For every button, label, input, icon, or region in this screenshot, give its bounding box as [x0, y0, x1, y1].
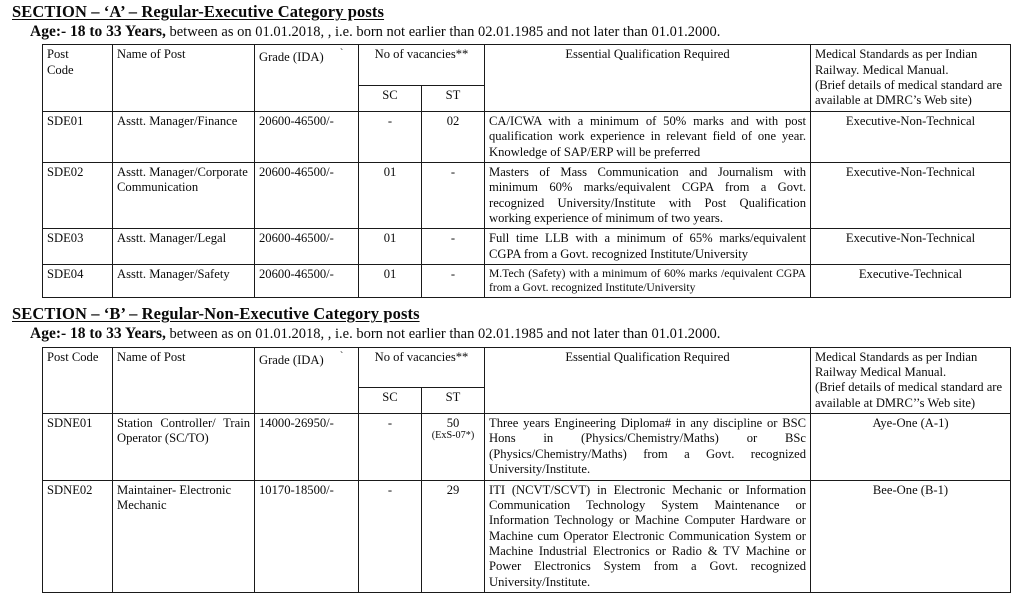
header-name-of-post: Name of Post — [113, 45, 255, 111]
table-row — [43, 265, 1011, 298]
header-medical-line2: Railway Medical Manual. — [815, 365, 947, 379]
cell-post-name: Asstt. Manager/Corporate Communication — [113, 162, 255, 228]
cell-st-vacancies: 29 — [422, 480, 485, 593]
header-post-code — [43, 45, 113, 111]
cell-post-code: SDE01 — [43, 111, 113, 162]
cell-post-code: SDE04 — [43, 265, 113, 298]
table-b-body — [43, 414, 1011, 593]
header-qualification: Essential Qualification Required — [485, 347, 811, 413]
header-medical-line2: Railway. Medical Manual. — [815, 62, 949, 77]
table-b-head — [43, 347, 1011, 413]
header-grade — [255, 347, 359, 413]
cell-sc-vacancies: 01 — [359, 162, 422, 228]
section-b-age-rest: between as on 01.01.2018, , i.e. born not earlier than 02.01.1985 and not later than 01.01.2000. — [165, 326, 721, 343]
header-medical-line3: (Brief details of medical standard are — [815, 380, 1003, 395]
cell-sc-vacancies: - — [359, 111, 422, 162]
header-st: ST — [422, 388, 485, 414]
cell-grade: 20600-46500/- — [255, 162, 359, 228]
cell-post-name: Station Controller/ Train Operator (SC/TO) — [113, 414, 255, 480]
cell-post-name: Asstt. Manager/Legal — [113, 229, 255, 265]
cell-post-code: SDNE02 — [43, 480, 113, 593]
cell-st-vacancies: - — [422, 265, 485, 298]
header-grade-label: Grade (IDA) — [259, 352, 324, 367]
cell-post-code: SDE03 — [43, 229, 113, 265]
cell-qualification: CA/ICWA with a minimum of 50% marks and with post qualification work experience in relevant field of one year. Knowledge of SAP/ERP will be preferred — [485, 111, 811, 162]
cell-medical-standard: Executive-Non-Technical — [811, 162, 1011, 228]
cell-grade: 14000-26950/- — [255, 414, 359, 480]
section-b-heading: SECTION – ‘B’ – Regular-Non-Executive Category posts — [12, 304, 420, 324]
header-grade-tick: ` — [339, 349, 344, 362]
cell-qualification: ITI (NCVT/SCVT) in Electronic Mechanic or Information Communication Technology System Maintenance or Information Technology or Machine Computer Hardware or Machine cum Operator Electronic Communication System or Machine Industrial Electronics or Radio & TV Machine or Power Electronics System from a Govt. recognized University/Institute. — [485, 480, 811, 593]
cell-post-code: SDNE01 — [43, 414, 113, 480]
header-sc: SC — [359, 388, 422, 414]
header-grade-label: Grade (IDA) — [259, 50, 324, 65]
cell-medical-standard: Executive-Non-Technical — [811, 229, 1011, 265]
section-a-age-bold: Age:- 18 to 33 Years, — [30, 22, 166, 40]
header-post-code-line2: Code — [47, 62, 74, 77]
table-row — [43, 480, 1011, 593]
table-row — [43, 162, 1011, 228]
cell-medical-standard: Executive-Non-Technical — [811, 111, 1011, 162]
header-st: ST — [422, 85, 485, 111]
cell-medical-standard: Aye-One (A-1) — [811, 414, 1011, 480]
cell-medical-standard: Executive-Technical — [811, 265, 1011, 298]
header-qualification: Essential Qualification Required — [485, 45, 811, 111]
section-b-age-bold: Age:- 18 to 33 Years, — [30, 325, 166, 343]
cell-st-value: 50 — [446, 416, 460, 431]
header-medical-line4: available at DMRC’’s Web site) — [815, 395, 976, 410]
header-post-code: Post Code — [43, 347, 113, 413]
cell-sc-vacancies: - — [359, 480, 422, 593]
header-medical-line1: Medical Standards as per Indian — [815, 47, 978, 62]
cell-grade: 20600-46500/- — [255, 265, 359, 298]
cell-sc-vacancies: 01 — [359, 265, 422, 298]
table-row — [43, 229, 1011, 265]
cell-post-name: Maintainer- Electronic Mechanic — [113, 480, 255, 593]
cell-post-code: SDE02 — [43, 162, 113, 228]
header-grade-tick: ` — [339, 47, 344, 60]
cell-sc-vacancies: 01 — [359, 229, 422, 265]
section-a-age-line — [0, 22, 1024, 41]
section-a-table-wrap — [0, 44, 1024, 298]
cell-st-vacancies — [422, 414, 485, 480]
cell-st-vacancies: 02 — [422, 111, 485, 162]
table-row — [43, 111, 1011, 162]
cell-grade: 20600-46500/- — [255, 111, 359, 162]
header-medical-line4: available at DMRC’s Web site) — [815, 93, 972, 108]
cell-grade: 20600-46500/- — [255, 229, 359, 265]
section-b-table-wrap — [0, 347, 1024, 593]
header-grade — [255, 45, 359, 111]
header-vacancies: No of vacancies** — [359, 347, 485, 387]
vacancy-table-b — [42, 347, 1011, 593]
section-b-age-line — [0, 324, 1024, 343]
header-medical-standards — [811, 347, 1011, 413]
header-name-of-post: Name of Post — [113, 347, 255, 413]
cell-qualification: Full time LLB with a minimum of 65% marks/equivalent CGPA from a Govt. recognized Institute/University — [485, 229, 811, 265]
table-a-body — [43, 111, 1011, 298]
header-vacancies: No of vacancies** — [359, 45, 485, 85]
cell-medical-standard: Bee-One (B-1) — [811, 480, 1011, 593]
cell-post-name: Asstt. Manager/Safety — [113, 265, 255, 298]
section-a-heading: SECTION – ‘A’ – Regular-Executive Category posts — [12, 2, 385, 21]
table-a-head — [43, 45, 1011, 111]
cell-st-vacancies: - — [422, 162, 485, 228]
table-b-header-row-1 — [43, 347, 1011, 387]
section-b — [0, 305, 1024, 593]
cell-qualification: Masters of Mass Communication and Journalism with minimum 60% marks/equivalent CGPA from a Govt. recognized University/Institute with Post Qualification working experience of minimum of two years. — [485, 162, 811, 228]
header-sc: SC — [359, 85, 422, 111]
header-post-code-line1: Post — [47, 47, 69, 62]
vacancy-table-a — [42, 44, 1011, 298]
section-a-age-rest: between as on 01.01.2018, , i.e. born not earlier than 02.01.1985 and not later than 01.01.2000. — [165, 23, 721, 40]
cell-qualification: M.Tech (Safety) with a minimum of 60% marks /equivalent CGPA from a Govt. recognized Institute/University — [485, 265, 811, 298]
cell-st-exserviceman-note: (ExS-07*) — [431, 430, 475, 442]
cell-qualification: Three years Engineering Diploma# in any discipline or BSC Hons in (Physics/Chemistry/Maths) or BSc (Physics/Chemistry/Maths) from a Govt. recognized University/Institute. — [485, 414, 811, 480]
table-row — [43, 414, 1011, 480]
header-medical-line3: (Brief details of medical standard are — [815, 78, 1003, 93]
cell-sc-vacancies: - — [359, 414, 422, 480]
header-medical-line1: Medical Standards as per Indian — [815, 349, 978, 364]
cell-grade: 10170-18500/- — [255, 480, 359, 593]
table-a-header-row-1 — [43, 45, 1011, 85]
cell-post-name: Asstt. Manager/Finance — [113, 111, 255, 162]
cell-st-vacancies: - — [422, 229, 485, 265]
header-medical-standards — [811, 45, 1011, 111]
